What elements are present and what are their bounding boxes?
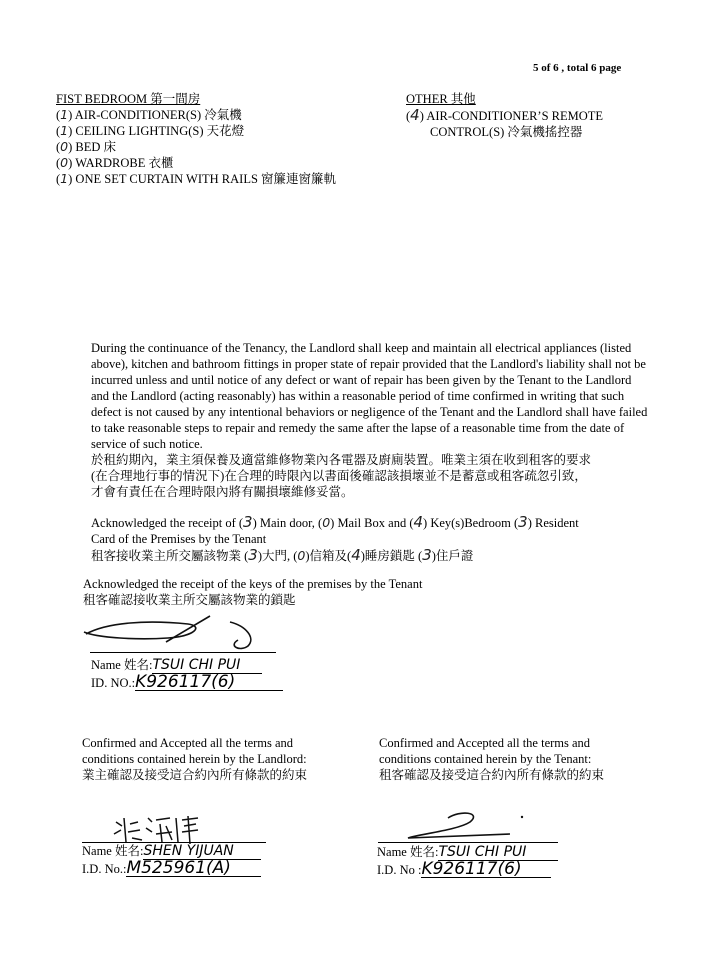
id-label: I.D. No : bbox=[377, 863, 422, 877]
resident-card-count: 3 bbox=[518, 513, 528, 531]
tenant-confirm-line: conditions contained herein by the Tenant: bbox=[379, 752, 592, 766]
maintenance-english: During the continuance of the Tenancy, the Landlord shall keep and maintain all electrical appliances (listed above), kitchen and bathroom fittings in proper state of repair provided that the Landlord's liability shall not be incurred unless and until notice of any defect or want of repair has been given by the Tenant to the Landlord and the Landlord (acting reasonably) has within a reasonable period of time confirmed in writing that such defect is not caused by any intentional behaviors or negligence of the Tenant and the Landlord shall have failed to take reasonable steps to repair and remedy the same after the lapse of a reasonable time from the date of service of such notice. bbox=[91, 341, 648, 451]
item-qty: 0 bbox=[60, 139, 69, 154]
tenant-confirm-name-value: TSUI CHI PUI bbox=[438, 844, 558, 861]
id-label: ID. NO.: bbox=[91, 676, 136, 690]
other-heading: OTHER 其他 bbox=[406, 92, 476, 106]
receipt-text: ) Main door, ( bbox=[252, 516, 323, 530]
landlord-confirm-line: Confirmed and Accepted all the terms and bbox=[82, 736, 294, 750]
mail-box-count: 0 bbox=[322, 515, 331, 530]
mail-box-count: 0 bbox=[297, 548, 306, 563]
item-qty: 4 bbox=[410, 106, 420, 124]
inventory-item: (0) BED 床 bbox=[56, 139, 117, 154]
landlord-confirm-line: conditions contained herein by the Landlord: bbox=[82, 752, 307, 766]
tenant-confirm-signature bbox=[400, 808, 540, 844]
first-bedroom-inventory bbox=[56, 91, 336, 187]
main-door-count: 3 bbox=[248, 546, 258, 564]
receipt-text: Acknowledged the receipt of ( bbox=[91, 516, 244, 530]
landlord-id-row bbox=[82, 860, 261, 877]
item-label: AIR-CONDITIONER’S REMOTE bbox=[426, 109, 604, 123]
tenant-confirm-signature-line bbox=[378, 842, 558, 843]
receipt-text: 租客接收業主所交屬該物業 ( bbox=[91, 549, 249, 563]
keys-receipt-english-line1 bbox=[91, 514, 651, 531]
inventory-item: (1) CEILING LIGHTING(S) 天花燈 bbox=[56, 123, 245, 138]
bedroom-key-count: 4 bbox=[351, 546, 361, 564]
tenant-signature-line bbox=[90, 652, 276, 653]
receipt-text: )信箱及( bbox=[305, 549, 352, 563]
tenant-ack-id-row bbox=[91, 674, 283, 691]
tenant-confirmation bbox=[379, 735, 659, 783]
item-label-continued: CONTROL(S) 冷氣機搖控器 bbox=[430, 125, 583, 139]
receipt-text: )住戶證 bbox=[431, 549, 474, 563]
first-bedroom-heading: FIST BEDROOM 第一間房 bbox=[56, 92, 201, 106]
receipt-text: ) Mail Box and ( bbox=[330, 516, 414, 530]
keys-receipt-english-line2: Card of the Premises by the Tenant bbox=[91, 532, 267, 546]
tenant-confirm-line: Confirmed and Accepted all the terms and bbox=[379, 736, 591, 750]
item-label: AIR-CONDITIONER(S) 冷氣機 bbox=[74, 108, 242, 122]
receipt-text: ) Resident bbox=[527, 516, 579, 530]
landlord-name-value: SHEN YIJUAN bbox=[143, 843, 261, 860]
page-number: 5 of 6 , total 6 page bbox=[533, 62, 622, 74]
tenant-confirm-id-value: K926117(6) bbox=[421, 861, 551, 878]
item-qty: 1 bbox=[60, 107, 69, 122]
bedroom-key-count: 4 bbox=[413, 513, 424, 531]
name-label: Name 姓名: bbox=[82, 844, 144, 858]
tenant-confirm-chinese: 租客確認及接受這合約內所有條款的約束 bbox=[379, 768, 605, 782]
maintenance-chinese-line: 才會有責任在合理時限內將有關損壞維修妥當。 bbox=[91, 485, 354, 499]
maintenance-clause bbox=[91, 340, 651, 500]
item-qty: 1 bbox=[60, 123, 69, 138]
tenant-key-acknowledgment bbox=[83, 576, 643, 608]
tenant-name-value: TSUI CHI PUI bbox=[152, 657, 262, 674]
inventory-item: (0) WARDROBE 衣櫃 bbox=[56, 155, 174, 170]
inventory-item: (4) AIR-CONDITIONER’S REMOTE bbox=[406, 106, 604, 124]
inventory-item: (1) AIR-CONDITIONER(S) 冷氣機 bbox=[56, 107, 242, 122]
landlord-confirm-chinese: 業主確認及接受這合約內所有條款的約束 bbox=[82, 768, 308, 782]
item-label: ONE SET CURTAIN WITH RAILS 窗簾連窗簾軌 bbox=[75, 172, 337, 186]
receipt-text: )睡房鎖匙 ( bbox=[360, 549, 423, 563]
tenant-ack-english: Acknowledged the receipt of the keys of the premises by the Tenant bbox=[83, 577, 423, 591]
maintenance-chinese-line: (在合理地行事的情況下)在合理的時限內以書面後確認該損壞並不是蓄意或租客疏忽引致， bbox=[91, 469, 587, 483]
item-qty: 1 bbox=[60, 171, 69, 186]
tenant-signature bbox=[78, 608, 288, 658]
main-door-count: 3 bbox=[243, 513, 253, 531]
name-label: Name 姓名: bbox=[377, 845, 439, 859]
item-label: WARDROBE 衣櫃 bbox=[75, 156, 174, 170]
tenant-ack-chinese: 租客確認接收業主所交屬該物業的鎖匙 bbox=[83, 593, 296, 607]
item-qty: 0 bbox=[60, 155, 69, 170]
id-label: I.D. No.: bbox=[82, 862, 127, 876]
maintenance-chinese-line: 於租約期內，業主須保養及適當維修物業內各電器及廚廁裝置。唯業主須在收到租客的要求 bbox=[91, 453, 592, 467]
keys-receipt-chinese bbox=[91, 547, 651, 564]
resident-card-count: 3 bbox=[422, 546, 432, 564]
other-inventory bbox=[406, 91, 603, 140]
tenant-confirm-id-row bbox=[377, 861, 551, 878]
receipt-text: )大門, ( bbox=[257, 549, 298, 563]
keys-receipt bbox=[91, 514, 651, 564]
inventory-item: (1) ONE SET CURTAIN WITH RAILS 窗簾連窗簾軌 bbox=[56, 171, 337, 186]
item-label: CEILING LIGHTING(S) 天花燈 bbox=[75, 124, 245, 138]
landlord-confirmation bbox=[82, 735, 362, 783]
tenant-id-value: K926117(6) bbox=[135, 674, 283, 691]
receipt-text: ) Key(s)Bedroom ( bbox=[423, 516, 519, 530]
name-label: Name 姓名: bbox=[91, 658, 153, 672]
landlord-signature bbox=[112, 812, 202, 846]
item-label: BED 床 bbox=[75, 140, 117, 154]
landlord-id-value: M525961(A) bbox=[126, 860, 261, 877]
